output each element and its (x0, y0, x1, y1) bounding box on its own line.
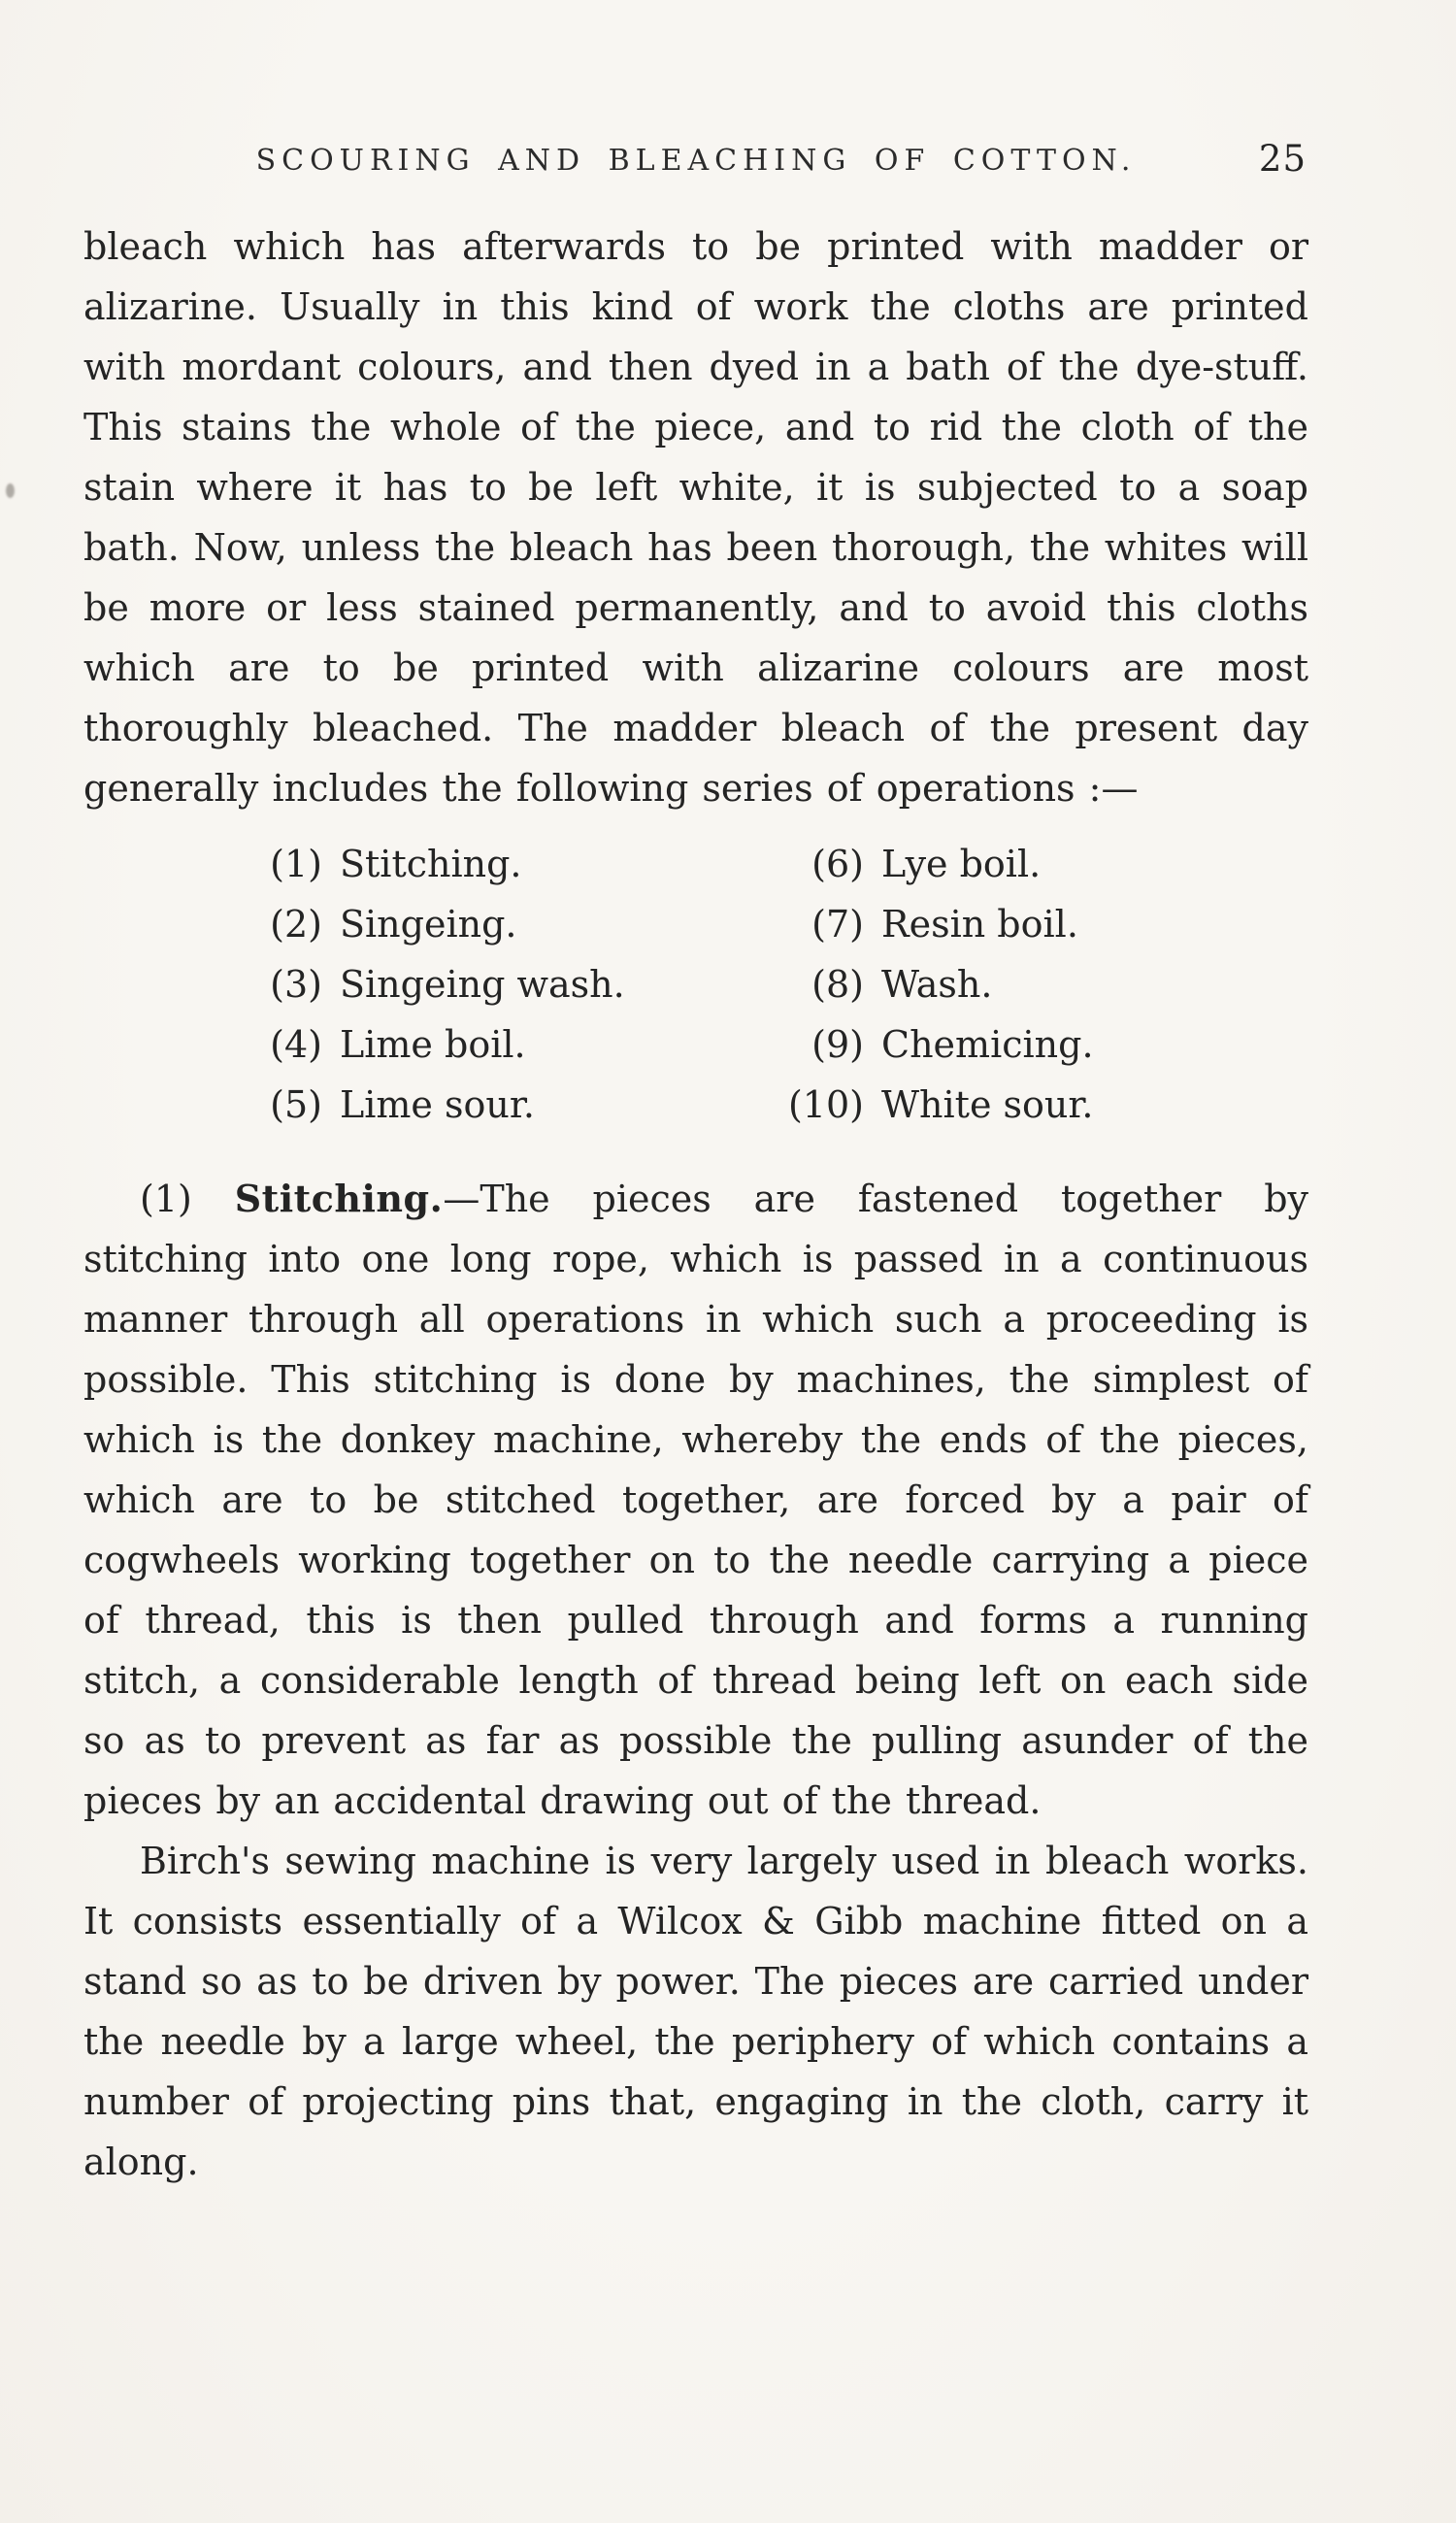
operation-number: (8) (811, 963, 864, 1006)
operations-column-right (786, 834, 1094, 1135)
paragraph-intro: bleach which has afterwards to be printed with madder or alizarine. Usually in this kind of work the cloths are printed with mordant colours, and then dyed in a bath of the dye-stuff. This stains the whole of the piece, and to rid the cloth of the stain where it has to be left white, it is subjected to a soap bath. Now, unless the bleach has been thorough, the whites will be more or less stained permanently, and to avoid this cloths which are to be printed with alizarine colours are most thoroughly bleached. The madder bleach of the present day generally includes the following series of operations :— (83, 225, 1308, 810)
operation-label: Singeing. (340, 903, 517, 946)
operation-item (245, 894, 633, 954)
running-title: SCOURING AND BLEACHING OF COTTON. (255, 144, 1137, 178)
operation-number: (6) (811, 843, 864, 885)
operation-item (245, 954, 633, 1014)
stitching-text: —The pieces are fastened together by stitching into one long rope, which is passed in a continuous manner through all operations in which such a proceeding is possible. This stitching is done by machines, the simplest of which is the donkey machine, whereby the ends of the pieces, which are to be stitched together, are forced by a pair of cogwheels working together on to the needle carrying a piece of thread, this is then pulled through and forms a running stitch, a considerable length of thread being left on each side so as to prevent as far as possible the pulling asunder of the pieces by an accidental drawing out of the thread. (83, 1178, 1309, 1822)
operation-number: (3) (270, 963, 322, 1006)
operation-label: Chemicing. (881, 1023, 1094, 1066)
operation-label: Resin boil. (881, 903, 1078, 946)
operation-number: (9) (811, 1023, 864, 1066)
operation-item (245, 834, 633, 894)
operation-label: Stitching. (340, 843, 522, 885)
operation-item (786, 834, 1094, 894)
operation-number: (1) (270, 843, 322, 885)
operation-number: (7) (811, 903, 864, 946)
operation-number: (4) (270, 1023, 322, 1066)
operation-item (786, 894, 1094, 954)
operations-list (83, 834, 1308, 1135)
operation-label: Lime boil. (340, 1023, 526, 1066)
stitching-keyword: Stitching. (234, 1177, 444, 1220)
operation-label: Lye boil. (881, 843, 1042, 885)
operation-number: (2) (270, 903, 322, 946)
paragraph-stitching (83, 1169, 1308, 1831)
operation-item (786, 1075, 1094, 1135)
operation-label: Singeing wash. (340, 963, 625, 1006)
operations-column-left (245, 834, 633, 1135)
page-content (83, 138, 1309, 2192)
operation-number: (5) (270, 1083, 322, 1126)
operation-item (245, 1075, 633, 1135)
page-header (83, 138, 1308, 180)
page-number: 25 (1258, 138, 1307, 180)
operation-label: Wash. (881, 963, 993, 1006)
operation-label: Lime sour. (340, 1083, 535, 1126)
paragraph-birch: Birch's sewing machine is very largely used in bleach works. It consists essentially of a Wilcox & Gibb machine fitted on a stand so as to be driven by power. The pieces are carried under the needle by a large wheel, the periphery of which contains a number of projecting pins that, engaging in the cloth, carry it along. (83, 1840, 1308, 2183)
stitching-item-number: (1) (140, 1178, 235, 1220)
operation-label: White sour. (881, 1083, 1094, 1126)
operation-item (786, 1014, 1094, 1075)
operation-item (786, 954, 1094, 1014)
operation-number: (10) (787, 1083, 864, 1126)
operation-item (245, 1014, 633, 1075)
